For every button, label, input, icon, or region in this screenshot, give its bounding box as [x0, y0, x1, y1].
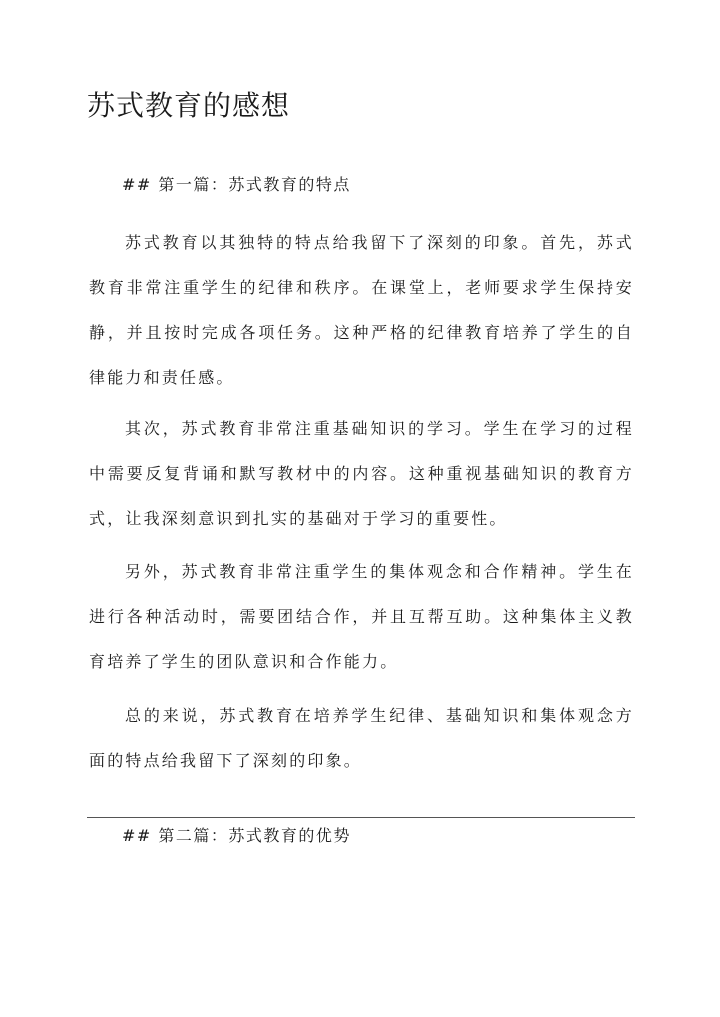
paragraph-4: 总的来说，苏式教育在培养学生纪律、基础知识和集体观念方面的特点给我留下了深刻的印象。: [89, 706, 634, 770]
section-heading-2: ## 第二篇：苏式教育的优势: [122, 826, 351, 845]
paragraph-2: 其次，苏式教育非常注重基础知识的学习。学生在学习的过程中需要反复背诵和默写教材中的内容。这种重视基础知识的教育方式，让我深刻意识到扎实的基础对于学习的重要性。: [89, 419, 634, 528]
paragraph-1: 苏式教育以其独特的特点给我留下了深刻的印象。首先，苏式教育非常注重学生的纪律和秩序。在课堂上，老师要求学生保持安静，并且按时完成各项任务。这种严格的纪律教育培养了学生的自律能力和责任感。: [89, 233, 634, 387]
section-heading-1: ## 第一篇：苏式教育的特点: [122, 175, 351, 194]
document-title: 苏式教育的感想: [87, 89, 291, 122]
paragraph-3: 另外，苏式教育非常注重学生的集体观念和合作精神。学生在进行各种活动时，需要团结合作，并且互帮互助。这种集体主义教育培养了学生的团队意识和合作能力。: [89, 562, 634, 671]
section-divider: [87, 817, 635, 818]
